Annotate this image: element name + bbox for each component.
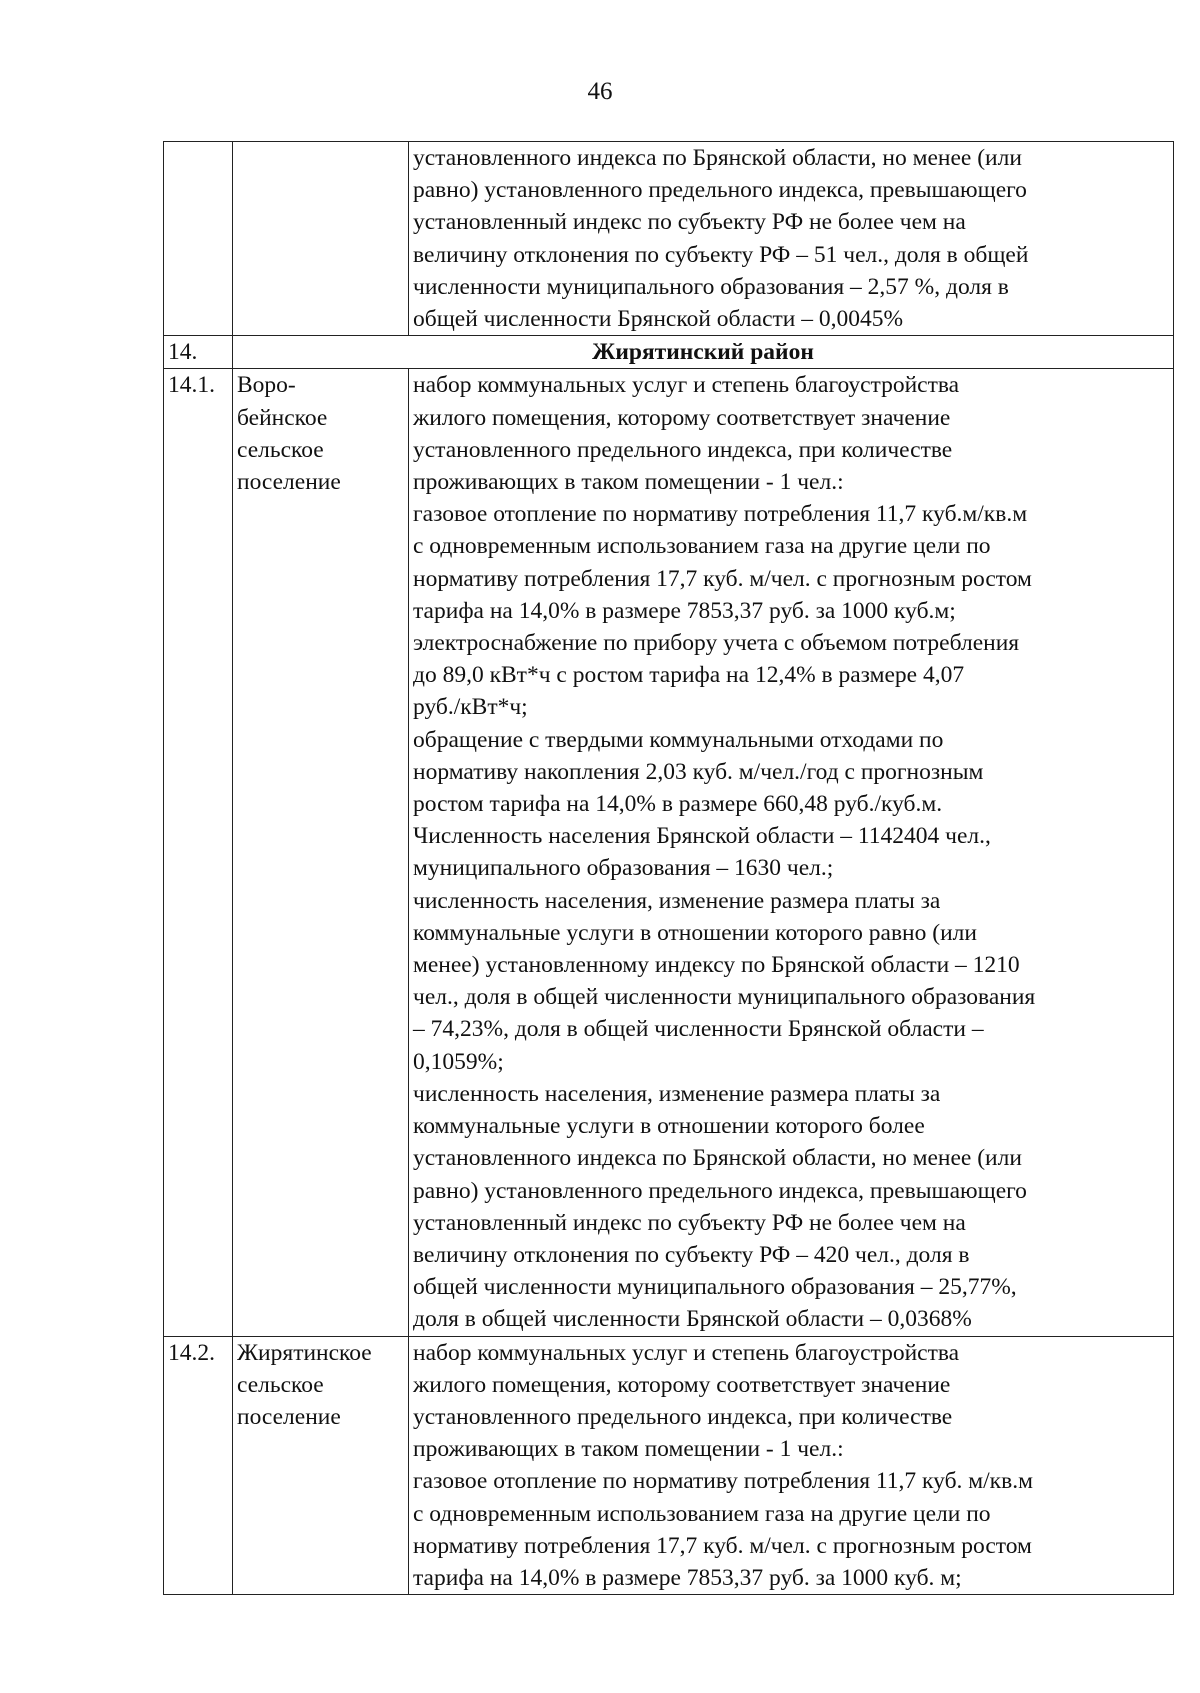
region-row — [164, 336, 1174, 369]
text-line: до 89,0 кВт*ч с ростом тарифа на 12,4% в размере 4,07 — [413, 662, 965, 689]
settlement-name-cell — [233, 1336, 409, 1595]
row-number-cell — [164, 142, 233, 336]
page-number: 46 — [587, 78, 613, 105]
text-line: тарифа на 14,0% в размере 7853,37 руб. за 1000 куб. м; — [413, 1564, 962, 1591]
text-line: жилого помещения, которому соответствует значение — [413, 1371, 951, 1398]
text-line: коммунальные услуги в отношении которого равно (или — [413, 919, 977, 946]
row-number-cell: 14. — [164, 336, 233, 369]
text-line: газовое отопление по нормативу потребления 11,7 куб. м/кв.м — [413, 1468, 1033, 1495]
settlement-name-line: поселение — [237, 469, 341, 496]
text-line: установленного предельного индекса, при количестве — [413, 436, 953, 463]
settlement-name-line: поселение — [237, 1403, 341, 1430]
settlement-name-line: сельское — [237, 1371, 324, 1398]
text-line: нормативу потребления 17,7 куб. м/чел. с прогнозным ростом — [413, 565, 1032, 592]
text-line: Численность населения Брянской области – 1142404 чел., — [413, 823, 991, 850]
text-line: равно) установленного предельного индекса, превышающего — [413, 177, 1027, 204]
row-number-cell: 14.2. — [164, 1336, 233, 1595]
settlement-name-cell — [233, 142, 409, 336]
text-line: чел., доля в общей численности муниципального образования — [413, 984, 1036, 1011]
text-line: установленный индекс по субъекту РФ не более чем на — [413, 1209, 966, 1236]
settlement-name-cell — [233, 369, 409, 1336]
text-line: тарифа на 14,0% в размере 7853,37 руб. за 1000 куб.м; — [413, 597, 956, 624]
text-line: величину отклонения по субъекту РФ – 420 чел., доля в — [413, 1241, 970, 1268]
settlement-name-line: бейнское — [237, 404, 328, 431]
description-cell — [409, 1336, 1174, 1595]
text-line: нормативу потребления 17,7 куб. м/чел. с прогнозным ростом — [413, 1532, 1032, 1559]
region-title: Жирятинский район — [233, 336, 1174, 369]
text-line: руб./кВт*ч; — [413, 694, 528, 721]
settlement-name-line: Жирятинское — [237, 1339, 372, 1366]
row-number-cell: 14.1. — [164, 369, 233, 1336]
description-cell — [409, 369, 1174, 1336]
text-line: установленного индекса по Брянской области, но менее (или — [413, 1145, 1022, 1172]
text-line: доля в общей численности Брянской области – 0,0368% — [413, 1306, 972, 1333]
text-line: общей численности муниципального образования – 25,77%, — [413, 1274, 1017, 1301]
settlement-name-line: сельское — [237, 436, 324, 463]
text-line: проживающих в таком помещении - 1 чел.: — [413, 1436, 844, 1463]
text-line: жилого помещения, которому соответствует значение — [413, 404, 951, 431]
text-line: величину отклонения по субъекту РФ – 51 чел., доля в общей — [413, 241, 1029, 268]
text-line: обращение с твердыми коммунальными отходами по — [413, 726, 944, 753]
text-line: 0,1059%; — [413, 1048, 504, 1075]
text-line: электроснабжение по прибору учета с объемом потребления — [413, 630, 1020, 657]
text-line: с одновременным использованием газа на другие цели по — [413, 1500, 991, 1527]
description-cell — [409, 142, 1174, 336]
settlement-name-line: Воро- — [237, 372, 296, 399]
text-line: проживающих в таком помещении - 1 чел.: — [413, 469, 844, 496]
text-line: численности муниципального образования – 2,57 %, доля в — [413, 273, 1009, 300]
text-line: менее) установленному индексу по Брянской области – 1210 — [413, 952, 1020, 979]
text-line: численность населения, изменение размера платы за — [413, 887, 941, 914]
table-row — [164, 369, 1174, 1336]
text-line: равно) установленного предельного индекса, превышающего — [413, 1177, 1027, 1204]
text-line: муниципального образования – 1630 чел.; — [413, 855, 834, 882]
text-line: с одновременным использованием газа на другие цели по — [413, 533, 991, 560]
text-line: коммунальные услуги в отношении которого более — [413, 1113, 925, 1140]
text-line: установленного предельного индекса, при количестве — [413, 1403, 953, 1430]
data-table — [163, 141, 1174, 1595]
table-row — [164, 142, 1174, 336]
text-line: ростом тарифа на 14,0% в размере 660,48 руб./куб.м. — [413, 791, 943, 818]
table-row — [164, 1336, 1174, 1595]
text-line: набор коммунальных услуг и степень благоустройства — [413, 1339, 960, 1366]
text-line: – 74,23%, доля в общей численности Брянской области – — [413, 1016, 984, 1043]
text-line: численность населения, изменение размера платы за — [413, 1080, 941, 1107]
text-line: газовое отопление по нормативу потребления 11,7 куб.м/кв.м — [413, 501, 1028, 528]
text-line: установленный индекс по субъекту РФ не более чем на — [413, 209, 966, 236]
text-line: общей численности Брянской области – 0,0045% — [413, 306, 904, 333]
text-line: установленного индекса по Брянской области, но менее (или — [413, 145, 1022, 171]
text-line: нормативу накопления 2,03 куб. м/чел./год с прогнозным — [413, 758, 984, 785]
text-line: набор коммунальных услуг и степень благоустройства — [413, 372, 960, 399]
